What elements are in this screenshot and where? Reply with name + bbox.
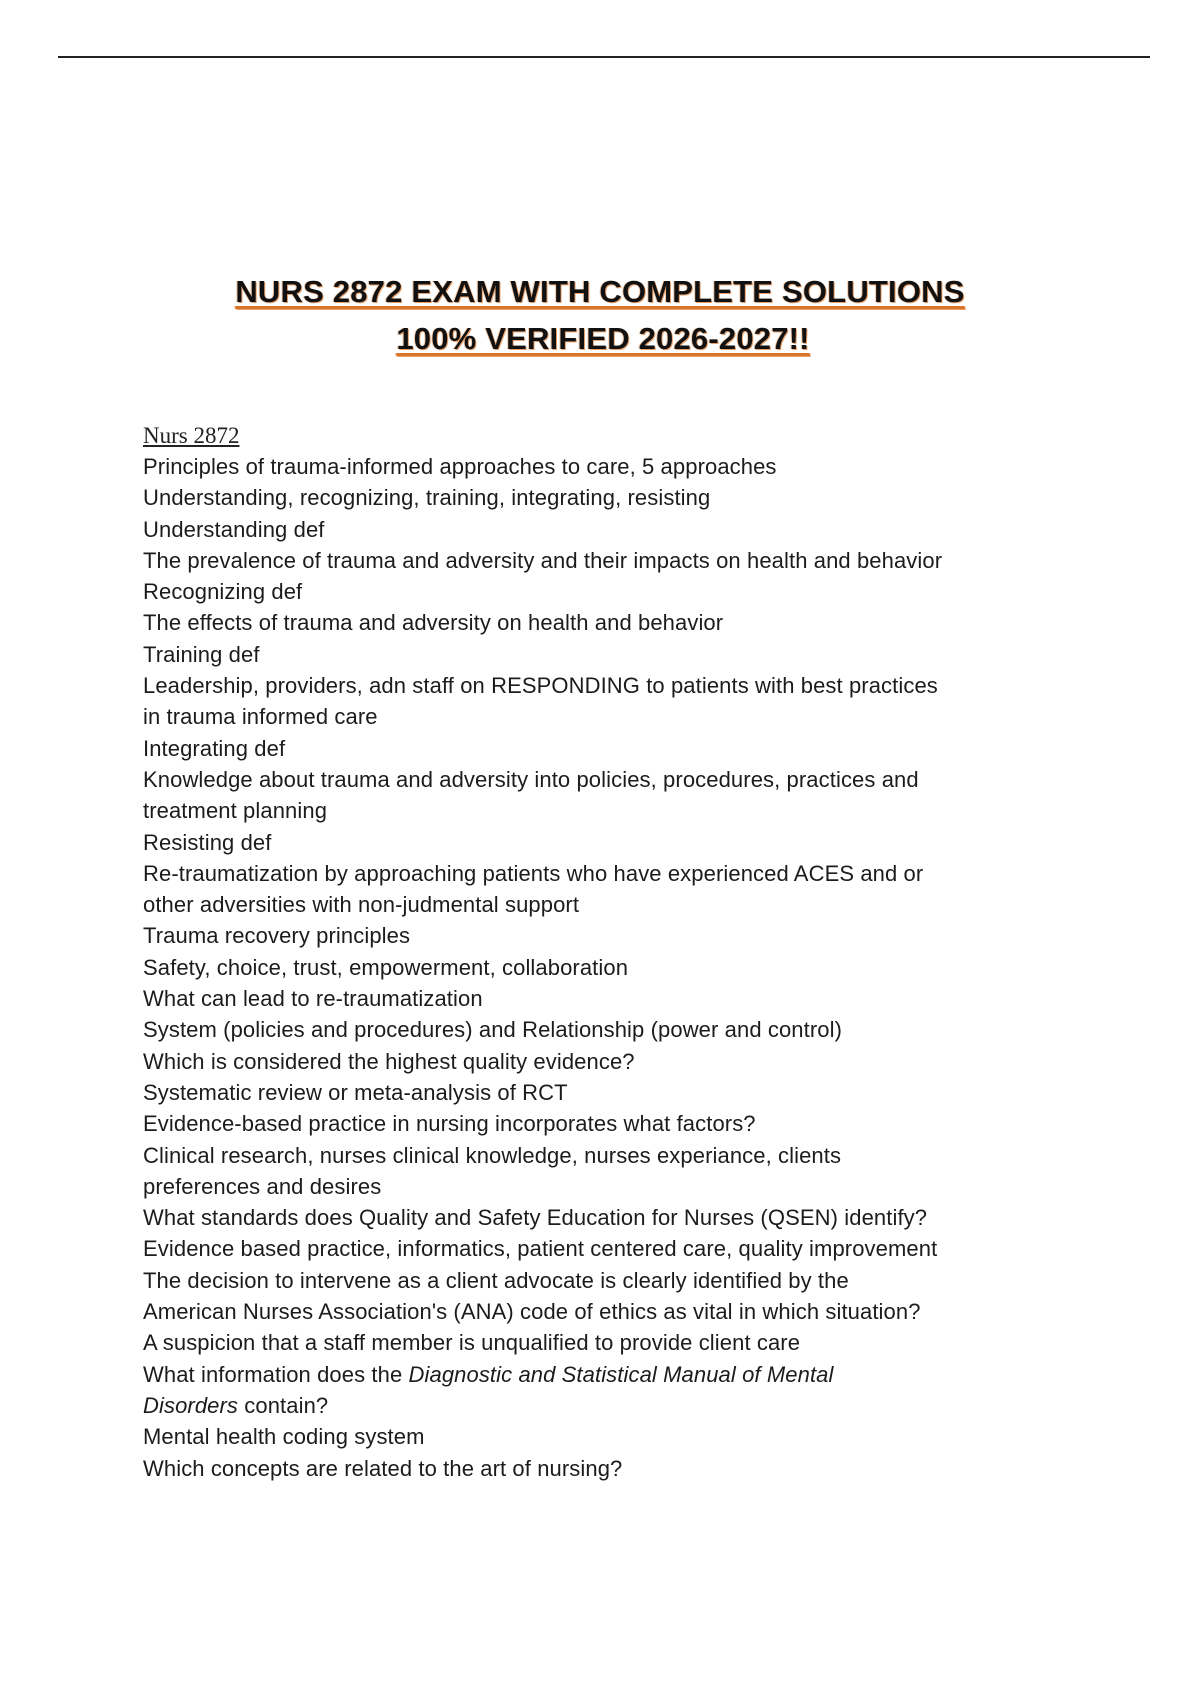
title-line-2: 100% VERIFIED 2026-2027!! — [396, 321, 810, 356]
text-line: in trauma informed care — [143, 704, 378, 730]
text-line: Evidence based practice, informatics, patient centered care, quality improvement — [143, 1236, 938, 1262]
dsm-question-suffix: contain? — [238, 1392, 329, 1418]
dsm-question-line-2 — [143, 1390, 1083, 1421]
document-title — [0, 268, 1200, 362]
text-line: preferences and desires — [143, 1173, 382, 1199]
dsm-title-part-1: Diagnostic and Statistical Manual of Mental — [408, 1361, 834, 1387]
text-line: What standards does Quality and Safety Education for Nurses (QSEN) identify? — [143, 1205, 928, 1231]
dsm-question-line-1 — [143, 1359, 1083, 1390]
text-line: The decision to intervene as a client advocate is clearly identified by the — [143, 1267, 849, 1293]
text-line: Knowledge about trauma and adversity into policies, procedures, practices and — [143, 766, 919, 792]
text-line: Recognizing def — [143, 579, 303, 605]
title-line-1: NURS 2872 EXAM WITH COMPLETE SOLUTIONS — [235, 274, 965, 309]
text-line: The prevalence of trauma and adversity and their impacts on health and behavior — [143, 547, 943, 573]
document-body — [143, 420, 1083, 1484]
text-line: Safety, choice, trust, empowerment, collaboration — [143, 954, 629, 980]
header-rule — [58, 56, 1150, 58]
text-line: Training def — [143, 641, 260, 667]
text-line: other adversities with non-judmental support — [143, 892, 580, 918]
text-line: Mental health coding system — [143, 1424, 425, 1450]
text-line: Integrating def — [143, 735, 286, 761]
text-line: Systematic review or meta-analysis of RCT — [143, 1079, 568, 1105]
text-line: Leadership, providers, adn staff on RESPONDING to patients with best practices — [143, 673, 938, 699]
text-line: Trauma recovery principles — [143, 923, 411, 949]
text-line: Principles of trauma-informed approaches to care, 5 approaches — [143, 454, 777, 479]
text-line: Understanding def — [143, 516, 325, 542]
text-line: System (policies and procedures) and Relationship (power and control) — [143, 1017, 843, 1043]
text-line: Resisting def — [143, 829, 272, 855]
text-line: The effects of trauma and adversity on health and behavior — [143, 610, 724, 636]
text-line: Clinical research, nurses clinical knowledge, nurses experiance, clients — [143, 1142, 842, 1168]
text-line: What can lead to re-traumatization — [143, 986, 483, 1012]
text-line: treatment planning — [143, 798, 328, 824]
course-heading: Nurs 2872 — [143, 423, 240, 448]
text-line: Understanding, recognizing, training, integrating, resisting — [143, 485, 711, 511]
text-line: Which is considered the highest quality evidence? — [143, 1048, 635, 1074]
dsm-question-prefix: What information does the — [143, 1361, 409, 1387]
text-line: Evidence-based practice in nursing incorporates what factors? — [143, 1111, 756, 1137]
text-line: Re-traumatization by approaching patients who have experienced ACES and or — [143, 860, 924, 886]
text-line: A suspicion that a staff member is unqualified to provide client care — [143, 1330, 801, 1356]
text-line: American Nurses Association's (ANA) code of ethics as vital in which situation? — [143, 1299, 921, 1325]
text-line: Which concepts are related to the art of nursing? — [143, 1455, 623, 1481]
dsm-title-part-2: Disorders — [143, 1392, 239, 1418]
